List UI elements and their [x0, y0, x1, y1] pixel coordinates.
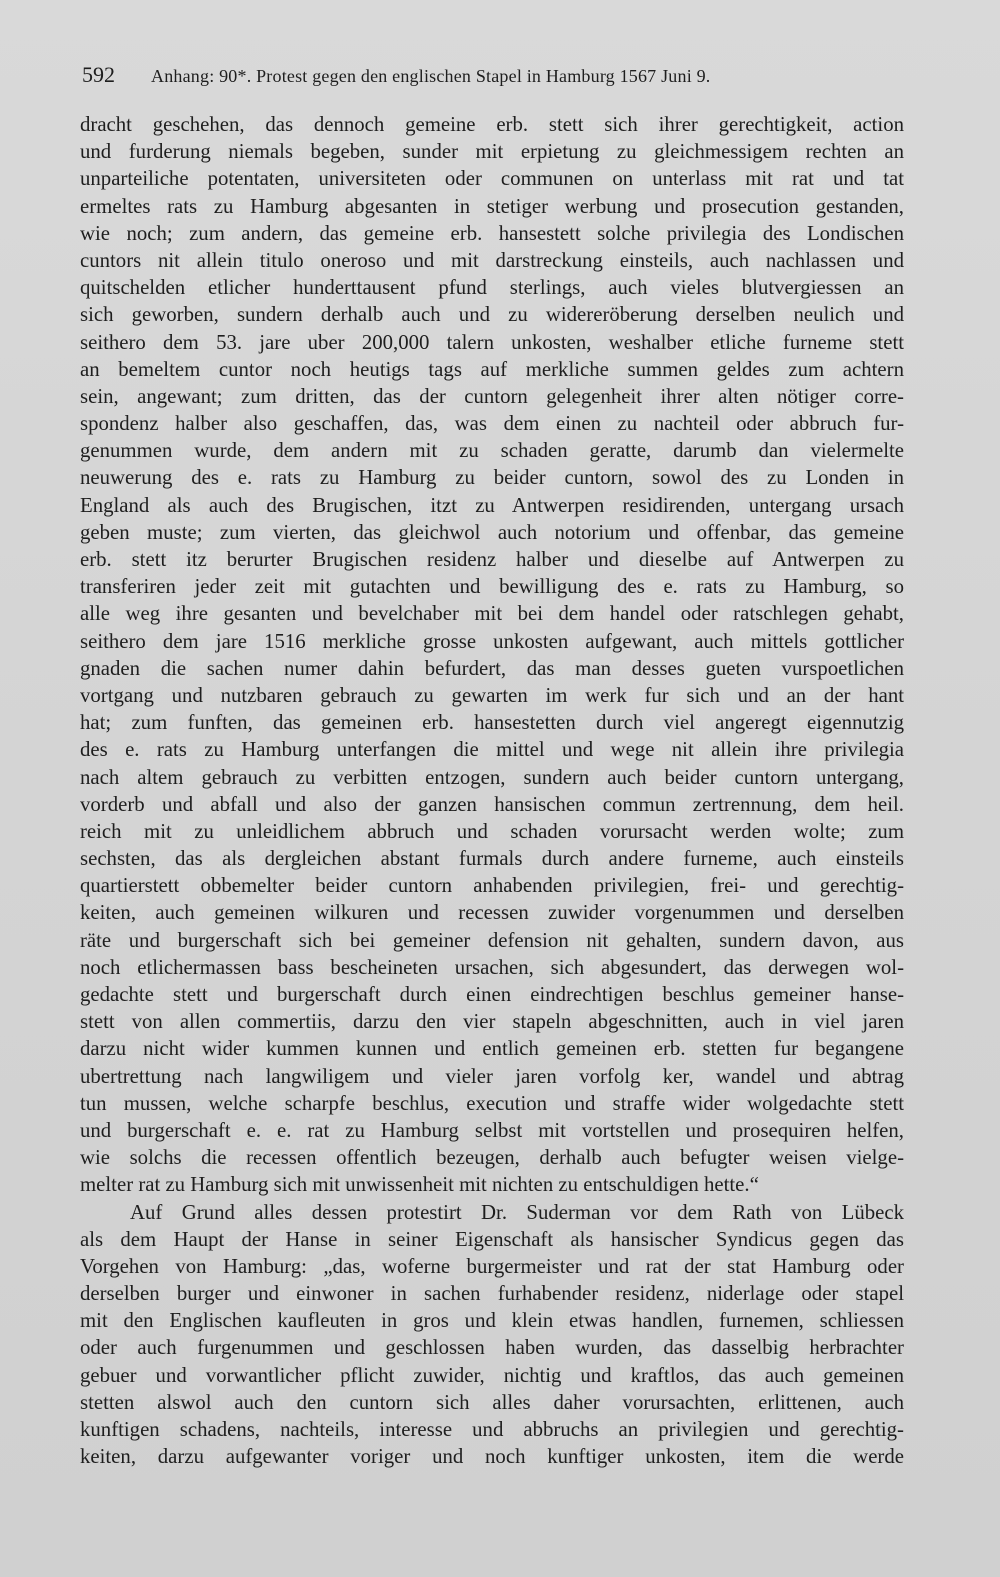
text-line: sechsten, das als dergleichen abstant furmals durch andere furneme, auch einsteils: [80, 847, 904, 871]
text-line: mit den Englischen kaufleuten in gros und klein etwas handlen, furnemen, schliessen: [80, 1309, 904, 1333]
text-line: stetten alswol auch den cuntorn sich alles daher vorursachten, erlittenen, auch: [80, 1390, 904, 1414]
text-line: Auf Grund alles dessen protestirt Dr. Suderman vor dem Rath von Lübeck: [130, 1200, 904, 1224]
text-line: melter rat zu Hamburg sich mit unwissenheit mit nichten zu entschuldigen hette.“: [80, 1173, 759, 1197]
paragraph-continuation: [80, 111, 904, 1199]
text-line: transferiren jeder zeit mit gutachten und bewilligung des e. rats zu Hamburg, so: [80, 575, 904, 599]
text-line: Vorgehen von Hamburg: „das, woferne burgermeister und rat der stat Hamburg oder: [80, 1254, 904, 1278]
text-line: noch etlichermassen bass bescheineten ursachen, sich abgesundert, das derwegen wol-: [80, 955, 904, 979]
text-line: alle weg ihre gesanten und bevelchaber mit bei dem handel oder ratschlegen gehabt,: [80, 602, 904, 626]
text-line: geben muste; zum vierten, das gleichwol auch notorium und offenbar, das gemeine: [80, 520, 904, 544]
text-line: genummen wurde, dem andern mit zu schaden geratte, darumb dan vielermelte: [80, 439, 904, 463]
text-line: derselben burger und einwoner in sachen furhabender residenz, niderlage oder stapel: [80, 1282, 904, 1306]
text-line: vortgang und nutzbaren gebrauch zu gewarten im werk fur sich und an der hant: [80, 683, 904, 707]
text-line: gnaden die sachen numer dahin befurdert, das man desses gueten vurspoetlichen: [80, 656, 904, 680]
text-line: gedachte stett und burgerschaft durch einen eindrechtigen beschlus gemeiner hanse-: [80, 983, 904, 1006]
text-line: stett von allen commertiis, darzu den vier stapeln abgeschnitten, auch in viel jaren: [80, 1010, 904, 1034]
text-line: reich mit zu unleidlichem abbruch und schaden vorursacht werden wolte; zum: [80, 819, 904, 843]
text-line: gebuer und vorwantlicher pflicht zuwider, nichtig und kraftlos, das auch gemeinen: [80, 1363, 904, 1387]
text-line: erb. stett itz berurter Brugischen residenz halber und dieselbe auf Antwerpen zu: [80, 548, 904, 571]
text-line: unparteiliche potentaten, universiteten oder communen on unterlass mit rat und tat: [80, 167, 904, 191]
body-text: [80, 111, 904, 1470]
running-title: Anhang: 90*. Protest gegen den englischen Stapel in Hamburg 1567 Juni 9.: [151, 66, 711, 86]
text-line: und furderung niemals begeben, sunder mit erpietung zu gleichmessigem rechten an: [80, 140, 904, 164]
paragraph-protest: [80, 1199, 904, 1471]
text-line: wie noch; zum andern, das gemeine erb. hansestett solche privilegia des Londischen: [80, 221, 904, 245]
text-line: seithero dem jare 1516 merkliche grosse unkosten aufgewant, auch mittels gottlicher: [80, 629, 904, 653]
text-line: ubertrettung nach langwiligem und vieler jaren vorfolg ker, wandel und abtrag: [80, 1064, 904, 1088]
page-number: 592: [82, 62, 115, 87]
text-line: vorderb und abfall und also der ganzen hansischen commun zertrennung, dem heil.: [80, 792, 904, 816]
text-line: England als auch des Brugischen, itzt zu Antwerpen residirenden, untergang ursach: [80, 493, 904, 517]
text-line: quitschelden etlicher hunderttausent pfund sterlings, auch vieles blutvergiessen an: [80, 276, 904, 300]
text-line: spondenz halber also geschaffen, das, was dem einen zu nachteil oder abbruch fur-: [80, 412, 904, 436]
text-line: sich geworben, sundern derhalb auch und zu widereröberung derselben neulich und: [80, 303, 904, 327]
page-header: [82, 62, 822, 92]
text-line: kunftigen schadens, nachteils, interesse und abbruchs an privilegien und gerechtig-: [80, 1418, 904, 1441]
text-line: des e. rats zu Hamburg unterfangen die mittel und wege nit allein ihre privilegia: [80, 738, 904, 762]
text-line: seithero dem 53. jare uber 200,000 talern unkosten, weshalber etliche furneme stett: [80, 330, 904, 354]
text-line: darzu nicht wider kummen kunnen und entlich gemeinen erb. stetten fur begangene: [80, 1037, 904, 1061]
text-line: cuntors nit allein titulo oneroso und mit darstreckung einsteils, auch nachlassen und: [80, 248, 904, 272]
text-line: wie solchs die recessen offentlich bezeugen, derhalb auch befugter weisen vielge-: [80, 1146, 904, 1170]
text-line: nach altem gebrauch zu verbitten entzogen, sundern auch beider cuntorn untergang,: [80, 765, 904, 789]
text-line: hat; zum funften, das gemeinen erb. hansestetten durch viel angeregt eigennutzig: [80, 711, 904, 735]
text-line: keiten, darzu aufgewanter voriger und noch kunftiger unkosten, item die werde: [80, 1445, 904, 1469]
text-line: dracht geschehen, das dennoch gemeine erb. stett sich ihrer gerechtigkeit, action: [80, 113, 904, 136]
text-line: sein, angewant; zum dritten, das der cuntorn gelegenheit ihrer alten nötiger corre-: [80, 384, 904, 408]
text-line: an bemeltem cuntor noch heutigs tags auf merkliche summen geldes zum achtern: [80, 357, 904, 381]
text-line: keiten, auch gemeinen wilkuren und recessen zuwider vorgenummen und derselben: [80, 901, 904, 925]
text-line: tun mussen, welche scharpfe beschlus, execution und straffe wider wolgedachte stett: [80, 1091, 904, 1115]
text-line: räte und burgerschaft sich bei gemeiner defension nit gehalten, sundern davon, aus: [80, 928, 904, 952]
text-line: ermeltes rats zu Hamburg abgesanten in stetiger werbung und prosecution gestanden,: [80, 194, 904, 218]
text-line: quartierstett obbemelter beider cuntorn anhabenden privilegien, frei- und gerechtig-: [80, 874, 904, 898]
text-line: neuwerung des e. rats zu Hamburg zu beider cuntorn, sowol des zu Londen in: [80, 466, 904, 490]
text-line: als dem Haupt der Hanse in seiner Eigenschaft als hansischer Syndicus gegen das: [80, 1227, 904, 1251]
text-line: und burgerschaft e. e. rat zu Hamburg selbst mit vortstellen und prosequiren helfen,: [80, 1118, 904, 1142]
text-line: oder auch furgenummen und geschlossen haben wurden, das dasselbig herbrachter: [80, 1336, 904, 1360]
